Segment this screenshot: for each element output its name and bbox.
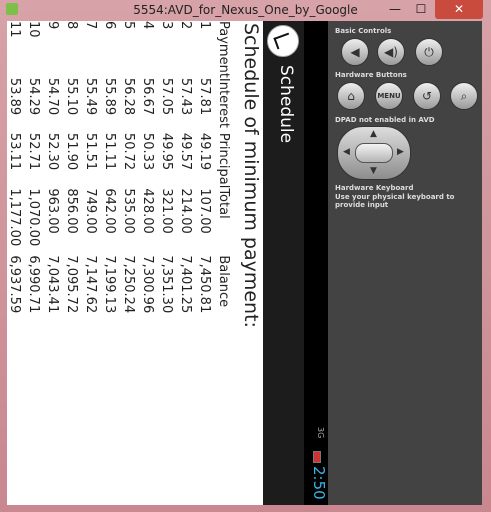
dpad-left-icon: ◀ (343, 147, 350, 157)
table-cell: 856.00 (64, 188, 79, 234)
table-cell: 57.43 (178, 77, 193, 116)
table-cell: 1,070.00 (26, 188, 41, 247)
table-cell: 4 (140, 21, 155, 30)
back-button[interactable] (413, 82, 441, 110)
app-logo-icon[interactable] (267, 25, 299, 57)
table-cell: 54.29 (26, 77, 41, 116)
dpad-down-icon: ▼ (370, 166, 377, 176)
table-cell: 49.95 (159, 132, 174, 171)
page-title: Schedule of minimum payment: (240, 23, 262, 328)
table-cell: 11 (7, 21, 22, 38)
table-cell: 55.10 (64, 77, 79, 116)
hardware-buttons-label: Hardware Buttons (335, 71, 407, 79)
back-icon: ↺ (421, 89, 433, 103)
table-cell: 6,937.59 (7, 255, 22, 314)
dpad-right-icon: ▶ (397, 147, 404, 157)
dpad-control[interactable] (337, 126, 411, 180)
table-row (62, 21, 81, 345)
table-cell: 642.00 (102, 188, 117, 234)
battery-icon (313, 451, 321, 463)
table-cell: 7,095.72 (64, 255, 79, 314)
table-cell: 7,147.62 (83, 255, 98, 314)
signal-icon: 3G (316, 427, 325, 439)
table-cell: 53.11 (7, 132, 22, 171)
table-cell: 8 (64, 21, 79, 30)
table-cell: 7,351.30 (159, 255, 174, 314)
dpad-center-button[interactable] (355, 143, 393, 163)
column-header-balance: Balance (216, 255, 231, 308)
table-cell: 49.57 (178, 132, 193, 171)
table-cell: 428.00 (140, 188, 155, 234)
basic-controls-label: Basic Controls (335, 27, 392, 35)
power-icon: ⏻ (424, 45, 434, 59)
status-bar (304, 21, 328, 505)
table-cell: 321.00 (159, 188, 174, 234)
table-row (7, 21, 24, 345)
table-cell: 49.19 (197, 132, 212, 171)
table-row (138, 21, 157, 345)
table-cell: 1 (197, 21, 212, 30)
table-cell: 535.00 (121, 188, 136, 234)
column-header-total: Total (216, 188, 231, 219)
table-cell: 56.28 (121, 77, 136, 116)
volume-up-button[interactable] (377, 38, 405, 66)
table-row (157, 21, 176, 345)
table-row (176, 21, 195, 345)
table-cell: 214.00 (178, 188, 193, 234)
table-cell: 5 (121, 21, 136, 30)
table-cell: 53.89 (7, 77, 22, 116)
hardware-keyboard-label: Hardware Keyboard (335, 184, 414, 192)
table-header-row (214, 21, 233, 345)
window-titlebar[interactable] (0, 0, 491, 20)
search-icon: ⌕ (460, 89, 468, 103)
volume-down-button[interactable] (341, 38, 369, 66)
dpad-label: DPAD not enabled in AVD (335, 116, 435, 124)
table-cell: 52.71 (26, 132, 41, 171)
column-header-principal: Principal (216, 132, 231, 189)
table-cell: 50.33 (140, 132, 155, 171)
volume-up-icon: ◀) (384, 45, 398, 59)
menu-button[interactable]: MENU (375, 82, 403, 110)
table-cell: 107.00 (197, 188, 212, 234)
table-row (81, 21, 100, 345)
table-row (100, 21, 119, 345)
table-cell: 7 (83, 21, 98, 30)
table-cell: 6 (102, 21, 117, 30)
table-cell: 54.70 (45, 77, 60, 116)
table-cell: 1,177.00 (7, 188, 22, 247)
table-cell: 7,043.41 (45, 255, 60, 314)
hardware-keyboard-hint: Use your physical keyboard to provide input (335, 193, 455, 209)
table-cell: 51.90 (64, 132, 79, 171)
home-icon: ⌂ (347, 89, 355, 103)
table-cell: 57.81 (197, 77, 212, 116)
minimize-button[interactable]: — (389, 2, 401, 16)
home-button[interactable] (337, 82, 365, 110)
power-button[interactable] (415, 38, 443, 66)
table-cell: 9 (45, 21, 60, 30)
volume-down-icon: ◀ (350, 45, 360, 59)
window-title: 5554:AVD_for_Nexus_One_by_Google (133, 3, 358, 17)
table-cell: 55.89 (102, 77, 117, 116)
table-cell: 3 (159, 21, 174, 30)
table-cell: 7,401.25 (178, 255, 193, 314)
table-cell: 55.49 (83, 77, 98, 116)
dpad-up-icon: ▲ (370, 129, 377, 139)
table-row (24, 21, 43, 345)
table-row (195, 21, 214, 345)
table-cell: 51.51 (83, 132, 98, 171)
column-header-interest: Interest (216, 77, 231, 129)
schedule-content (7, 21, 263, 505)
search-button[interactable] (450, 82, 478, 110)
close-button[interactable]: ✕ (435, 0, 483, 19)
table-cell: 52.30 (45, 132, 60, 171)
table-row (119, 21, 138, 345)
emulator-control-panel (328, 21, 482, 505)
table-cell: 56.67 (140, 77, 155, 116)
table-cell: 749.00 (83, 188, 98, 234)
action-bar (263, 21, 304, 505)
table-cell: 7,300.96 (140, 255, 155, 314)
table-cell: 6,990.71 (26, 255, 41, 314)
table-cell: 7,199.13 (102, 255, 117, 314)
action-bar-title: Schedule (276, 65, 296, 144)
table-cell: 10 (26, 21, 41, 38)
column-header-payment: Payment (216, 21, 231, 78)
schedule-table (7, 21, 233, 345)
table-cell: 57.05 (159, 77, 174, 116)
table-cell: 50.72 (121, 132, 136, 171)
table-row (43, 21, 62, 345)
table-cell: 51.11 (102, 132, 117, 171)
maximize-button[interactable]: ☐ (415, 2, 427, 16)
table-cell: 963.00 (45, 188, 60, 234)
table-cell: 7,250.24 (121, 255, 136, 314)
status-time: 2:50 (310, 466, 328, 500)
device-screen (7, 21, 263, 505)
table-cell: 2 (178, 21, 193, 30)
table-cell: 7,450.81 (197, 255, 212, 314)
